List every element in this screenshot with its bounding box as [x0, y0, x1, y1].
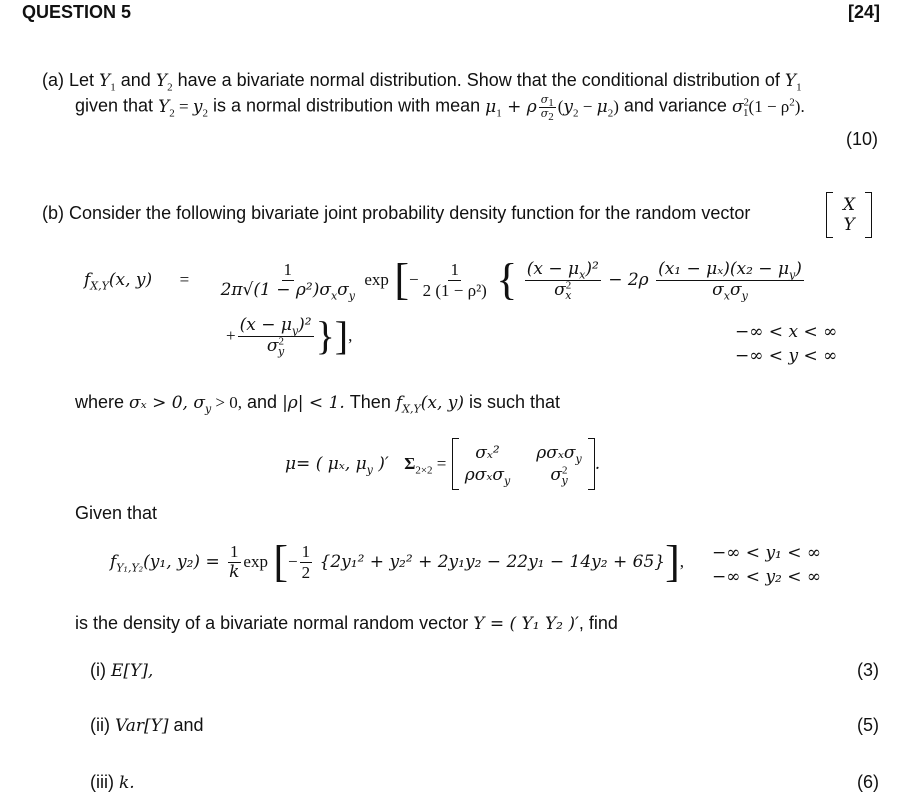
text: and	[115, 70, 156, 90]
joint-pdf-line1: $f_{X,Y}(x$, y) = $\frac{1}{2\pi√(1 - \rho^2)\sigma_x\sigma_y}$ exp [− $\frac{1}{\text{2 (1 − ρ²)}}$ { $\frac{(x - \mu_x)^2}{\sigma^2_x}$ − 2ρ $\frac{(x_1 - \mu_x)(x_2 - \mu_y)}{\sigma_x\sigma_y}$	[84, 255, 802, 304]
given-density: $f_{Y_1,Y_2}(y_1$, y₂) = $\frac{1}{k}$ exp [− $\frac{1}{2}$ {2y₁² + y₂² + 2y₁y₂ − 22y₁ − 14y₂ + 65}],	[110, 537, 684, 586]
where-line: where σₓ > 0, $\sigma_y > 0$, and |ρ| < 1. Then $f_{X,Y}(x$, y) is such that	[75, 392, 561, 416]
text: Let	[69, 70, 100, 90]
math-y1: $Y_1$	[784, 71, 802, 94]
range-y: −∞ < y < ∞	[735, 346, 838, 366]
part-a-marks: (10)	[846, 129, 879, 149]
text: Consider the following bivariate joint probability density function for the random vector	[69, 203, 751, 223]
item-ii: (ii) Var[Y] and	[90, 715, 204, 736]
item-i: (i) E[Y],	[90, 660, 154, 681]
text: is a normal distribution with mean	[208, 95, 486, 116]
item-iii-marks: (6)	[857, 772, 879, 792]
covariance-matrix: σₓ² ρσₓσ$_y$ ρσₓσ$_y$ $\sigma^2_y$	[452, 438, 595, 490]
math-mean: $\mu_1 + \rho$ $\frac{\sigma_1}{\sigma_2}$ $(y_2 - \mu_2)$	[485, 93, 619, 123]
text: given that	[75, 95, 159, 116]
math-y1: $Y_1$	[99, 71, 116, 94]
math-condition: $Y_2 = y_2$	[158, 96, 208, 120]
part-b-intro	[42, 203, 750, 224]
item-iii: (iii) k.	[90, 772, 135, 793]
density-statement: is the density of a bivariate normal random vector Y = ( Y₁ Y₂ )′, find	[75, 613, 618, 634]
random-vector: X Y	[826, 192, 872, 238]
mean-covariance: μ= ( μₓ, $\mu_y$ )′ $\Sigma_{2\times 2}$ = σₓ² ρσₓσ$_y$ ρσₓσ$_y$ $\sigma^2_y$ .	[285, 438, 600, 490]
question-title: QUESTION 5	[22, 2, 132, 22]
range-y1: −∞ < y₁ < ∞	[712, 543, 822, 563]
math-variance: $\sigma^2_1(1 - \rho^2)$.	[731, 95, 805, 120]
range-x: −∞ < x < ∞	[735, 322, 838, 342]
item-ii-marks: (5)	[857, 715, 879, 735]
question-total-marks: [24]	[848, 2, 881, 22]
text: and variance	[618, 95, 732, 116]
part-a-line1	[42, 70, 802, 94]
range-y2: −∞ < y₂ < ∞	[712, 567, 822, 587]
item-i-marks: (3)	[857, 660, 879, 680]
text: have a bivariate normal distribution. Show that the conditional distribution of	[172, 70, 785, 90]
part-b-label: (b)	[42, 203, 64, 223]
joint-pdf-line2: + $\frac{(x - \mu_y)^2}{\sigma^2_y}$ }],	[226, 313, 353, 359]
math-y2: $Y_2$	[155, 71, 173, 94]
part-a-label: (a)	[42, 70, 64, 90]
given-that: Given that	[75, 503, 158, 523]
part-a-line2	[75, 93, 805, 123]
